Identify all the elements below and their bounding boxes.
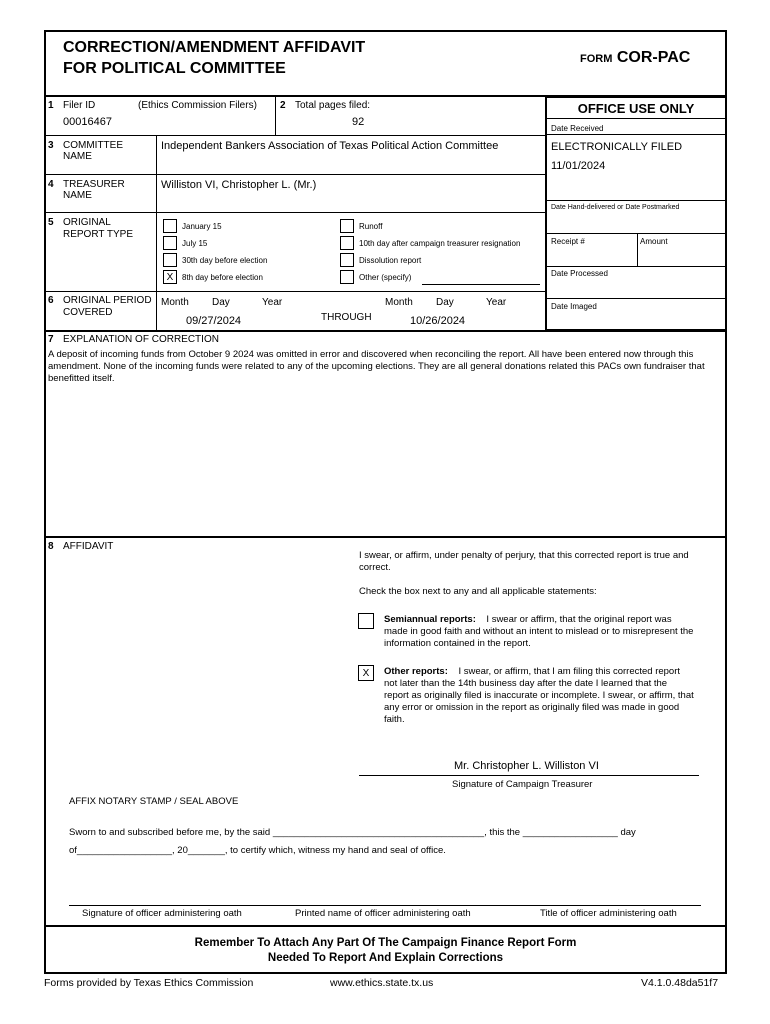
committee-name-value: Independent Bankers Association of Texas Political Action Committee <box>161 140 499 152</box>
footer-center: www.ethics.state.tx.us <box>330 977 434 989</box>
sec4-bottom <box>44 212 545 213</box>
processed-label: Date Processed <box>551 269 608 278</box>
sworn-line-1: Sworn to and subscribed before me, by the said ________________________________________, this the __________________ day <box>69 827 636 838</box>
form-title-line2: FOR POLITICAL COMMITTEE <box>63 60 286 77</box>
option-other: Other (specify) <box>359 273 412 282</box>
reminder-line-1: Remember To Attach Any Part Of The Campaign Finance Report Form <box>194 937 577 949</box>
hand-delivered-divider <box>545 200 727 201</box>
checkbox-july-15[interactable] <box>163 236 177 250</box>
period-label-2: COVERED <box>63 307 113 318</box>
sec1-sec2-divider <box>275 97 276 135</box>
footer-left: Forms provided by Texas Ethics Commission <box>44 977 254 989</box>
treasurer-signature-line <box>359 775 699 776</box>
office-use-title: OFFICE USE ONLY <box>577 101 695 116</box>
checkbox-8th-day[interactable]: X <box>163 270 177 284</box>
date-received-divider <box>545 134 727 135</box>
officer-signature-line <box>69 905 701 906</box>
sec2-number: 2 <box>280 100 286 111</box>
other-reports-title: Other reports: <box>384 666 448 677</box>
sec7-bottom <box>44 536 727 538</box>
other-specify-line <box>422 284 540 285</box>
date-received-label: Date Received <box>551 124 604 133</box>
to-month-label: Month <box>385 297 413 308</box>
option-july-15: July 15 <box>182 239 208 248</box>
receipt-amount-divider <box>637 233 638 266</box>
treasurer-name-label-2: NAME <box>63 190 92 201</box>
sec5-number: 5 <box>48 217 54 228</box>
report-type-label-2: REPORT TYPE <box>63 229 134 240</box>
officer-signature-label: Signature of officer administering oath <box>82 908 242 919</box>
sec3-bottom <box>44 174 545 175</box>
processed-divider <box>545 266 727 267</box>
reminder-divider <box>44 925 727 927</box>
form-code-value: COR-PAC <box>616 49 691 66</box>
semiannual-title: Semiannual reports: <box>384 614 476 625</box>
sec7-number: 7 <box>48 334 54 345</box>
receipt-label: Receipt # <box>551 237 585 246</box>
option-runoff: Runoff <box>359 222 383 231</box>
imaged-label: Date Imaged <box>551 302 597 311</box>
checkbox-semiannual[interactable] <box>358 613 374 629</box>
label-column-divider <box>156 135 157 330</box>
checkbox-other[interactable] <box>340 270 354 284</box>
option-dissolution: Dissolution report <box>359 256 422 265</box>
committee-name-label-1: COMMITTEE <box>63 140 123 151</box>
affidavit-label: AFFIDAVIT <box>63 541 114 552</box>
from-year-label: Year <box>262 297 283 308</box>
report-type-label-1: ORIGINAL <box>63 217 111 228</box>
form-code-prefix: FORM <box>580 53 613 65</box>
semiannual-text: I swear or affirm, that the original report was made in good faith and without an intent to mislead or to misrepresent the information contained in the report. <box>384 614 694 649</box>
total-pages-value: 92 <box>352 116 365 128</box>
sec2-bottom <box>44 135 545 136</box>
from-day-label: Day <box>212 297 230 308</box>
amount-label: Amount <box>640 237 668 246</box>
officer-title-label: Title of officer administering oath <box>540 908 677 919</box>
option-10th-day-after: 10th day after campaign treasurer resignation <box>359 239 521 248</box>
electronically-filed-label: ELECTRONICALLY FILED <box>551 141 683 153</box>
signer-name: Mr. Christopher L. Williston VI <box>454 760 599 772</box>
swear-statement: I swear, or affirm, under penalty of perjury, that this corrected report is true and correct. <box>359 550 689 573</box>
check-note: Check the box next to any and all applicable statements: <box>359 586 597 597</box>
checkbox-30th-day[interactable] <box>163 253 177 267</box>
from-month-label: Month <box>161 297 189 308</box>
option-30th-day: 30th day before election <box>182 256 268 265</box>
office-title-divider <box>545 118 727 119</box>
sec4-number: 4 <box>48 179 54 190</box>
sec1-number: 1 <box>48 100 54 111</box>
semiannual-statement <box>384 614 694 650</box>
officer-name-label: Printed name of officer administering oath <box>295 908 471 919</box>
filer-id-note: (Ethics Commission Filers) <box>138 100 257 111</box>
sec8-number: 8 <box>48 541 54 552</box>
hand-delivered-label: Date Hand-delivered or Date Postmarked <box>551 204 680 211</box>
other-reports-text: I swear, or affirm, that I am filing this corrected report not later than the 14th business day after the date I learned that the report as originally filed is inaccurate or incomplete. I swear, or affirm, that any error or omission in the report as originally filed was made in good faith. <box>384 666 694 725</box>
sec6-number: 6 <box>48 295 54 306</box>
other-reports-statement <box>384 666 694 726</box>
period-to-date: 10/26/2024 <box>410 315 466 327</box>
sec6-bottom <box>44 330 727 332</box>
notary-label: AFFIX NOTARY STAMP / SEAL ABOVE <box>69 796 239 807</box>
form-title-line1: CORRECTION/AMENDMENT AFFIDAVIT <box>63 39 366 56</box>
treasurer-name-label-1: TREASURER <box>63 179 125 190</box>
filed-date: 11/01/2024 <box>551 160 606 172</box>
committee-name-label-2: NAME <box>63 151 92 162</box>
option-january-15: January 15 <box>182 222 222 231</box>
checkbox-runoff[interactable] <box>340 219 354 233</box>
checkbox-dissolution[interactable] <box>340 253 354 267</box>
option-8th-day: 8th day before election <box>182 273 263 282</box>
treasurer-signature-label: Signature of Campaign Treasurer <box>452 779 593 790</box>
total-pages-label: Total pages filed: <box>295 100 371 111</box>
sworn-line-2: of__________________, 20_______, to certify which, witness my hand and seal of office. <box>69 845 446 856</box>
explanation-text: A deposit of incoming funds from October 9 2024 was omitted in error and discovered when reconciling the report. All have been entered now through this amendment. None of the incoming funds were related to any of the upcoming elections. They are all general donations related this PACs own fundraiser that benefitted itself. <box>48 349 705 384</box>
filer-id-value: 00016467 <box>63 116 112 128</box>
period-label-1: ORIGINAL PERIOD <box>63 295 152 306</box>
form-code <box>580 49 690 67</box>
reminder-line-2: Needed To Report And Explain Corrections <box>267 952 504 964</box>
receipt-divider <box>545 233 727 234</box>
imaged-divider <box>545 298 727 299</box>
to-year-label: Year <box>486 297 507 308</box>
to-day-label: Day <box>436 297 454 308</box>
period-from-date: 09/27/2024 <box>186 315 242 327</box>
checkbox-january-15[interactable] <box>163 219 177 233</box>
treasurer-name-value: Williston VI, Christopher L. (Mr.) <box>161 179 317 191</box>
explanation-label: EXPLANATION OF CORRECTION <box>63 334 219 345</box>
sec3-number: 3 <box>48 140 54 151</box>
filer-id-label: Filer ID <box>63 100 96 111</box>
checkbox-10th-day-after[interactable] <box>340 236 354 250</box>
checkbox-other-reports[interactable]: X <box>358 665 374 681</box>
sec5-bottom <box>44 291 545 292</box>
footer-right: V4.1.0.48da51f7 <box>641 977 719 989</box>
through-label: THROUGH <box>321 312 372 323</box>
